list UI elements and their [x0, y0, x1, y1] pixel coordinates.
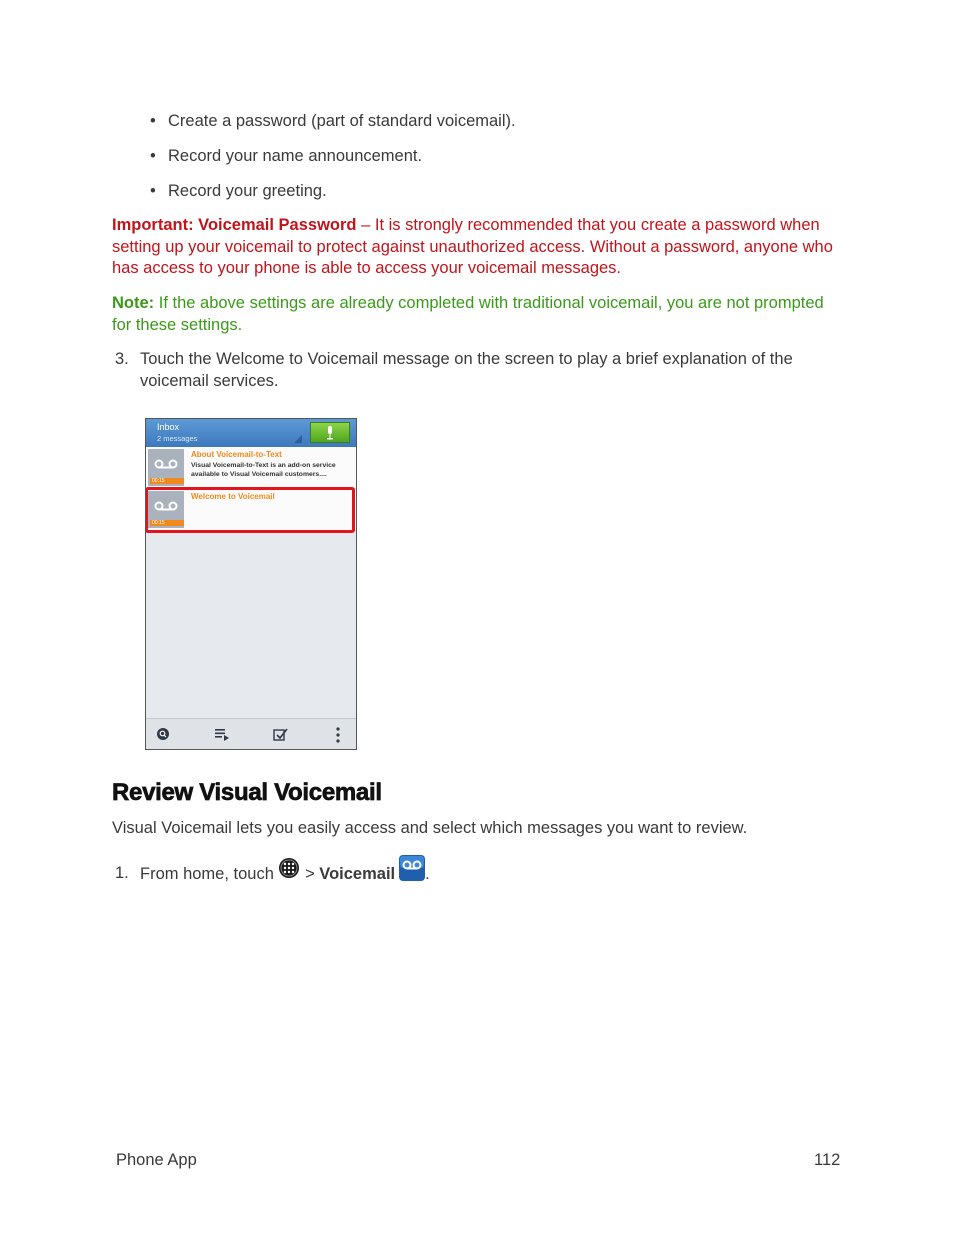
voicemail-thumbnail [148, 449, 184, 486]
bullet-item: • Record your name announcement. [150, 147, 423, 165]
step-target: Voicemail [319, 865, 396, 883]
footer-section: Phone App [116, 1151, 197, 1169]
note-label: Note: [112, 294, 155, 312]
message-duration: 00:15 [150, 478, 184, 484]
step-suffix: . [425, 865, 430, 883]
step-text: Touch the Welcome to Voicemail message on the screen to play a brief explanation of the voicemail services. [140, 350, 793, 390]
message-title: About Voicemail-to-Text [191, 450, 282, 459]
record-button[interactable] [310, 422, 350, 443]
voicemail-icon [399, 855, 425, 881]
inbox-header [146, 419, 356, 447]
important-label: Important: Voicemail Password [112, 216, 357, 234]
inbox-toolbar [146, 718, 356, 749]
bullet-text: Create a password (part of standard voicemail). [168, 112, 516, 130]
more-options-icon[interactable] [335, 727, 341, 743]
step-number: 3. [115, 350, 129, 368]
bullet-text: Record your name announcement. [168, 147, 423, 165]
corner-icon [294, 435, 302, 443]
important-paragraph [112, 215, 842, 280]
page-number: 112 [814, 1151, 841, 1169]
step-number: 1. [115, 864, 129, 882]
voicemail-inbox-screenshot [145, 418, 357, 750]
bullet-text: Record your greeting. [168, 182, 327, 200]
voicemail-message-row[interactable] [146, 447, 356, 489]
section-heading: Review Visual Voicemail [112, 779, 382, 806]
voicemail-icon [154, 459, 178, 469]
search-icon[interactable] [156, 727, 170, 741]
important-text: – It is strongly recommended that you create a password when setting up your voicemail to protect against unauthorized access. Without a password, anyone who has access to your phone is able to access your voicemail messages. [112, 216, 833, 277]
note-paragraph [112, 293, 842, 336]
inbox-title: Inbox [157, 422, 180, 432]
bullet-item: • Create a password (part of standard voicemail). [150, 112, 516, 130]
section-intro: Visual Voicemail lets you easily access and select which messages you want to review. [112, 819, 748, 837]
highlight-box [145, 487, 355, 533]
inbox-count: 2 messages [157, 434, 198, 443]
microphone-icon [325, 426, 335, 440]
step-text [140, 855, 840, 893]
step-separator: > [300, 865, 320, 883]
message-title: Welcome to Voicemail [191, 492, 275, 501]
message-duration: 00:15 [150, 520, 184, 526]
note-text: If the above settings are already completed with traditional voicemail, you are not prompted for these settings. [112, 294, 824, 334]
step-prefix: From home, touch [140, 865, 279, 883]
message-preview: Visual Voicemail-to-Text is an add-on service available to Visual Voicemail customers.... [191, 462, 336, 478]
select-icon[interactable] [273, 727, 289, 741]
apps-icon [278, 857, 300, 879]
playlist-icon[interactable] [214, 727, 230, 741]
bullet-item: • Record your greeting. [150, 182, 327, 200]
